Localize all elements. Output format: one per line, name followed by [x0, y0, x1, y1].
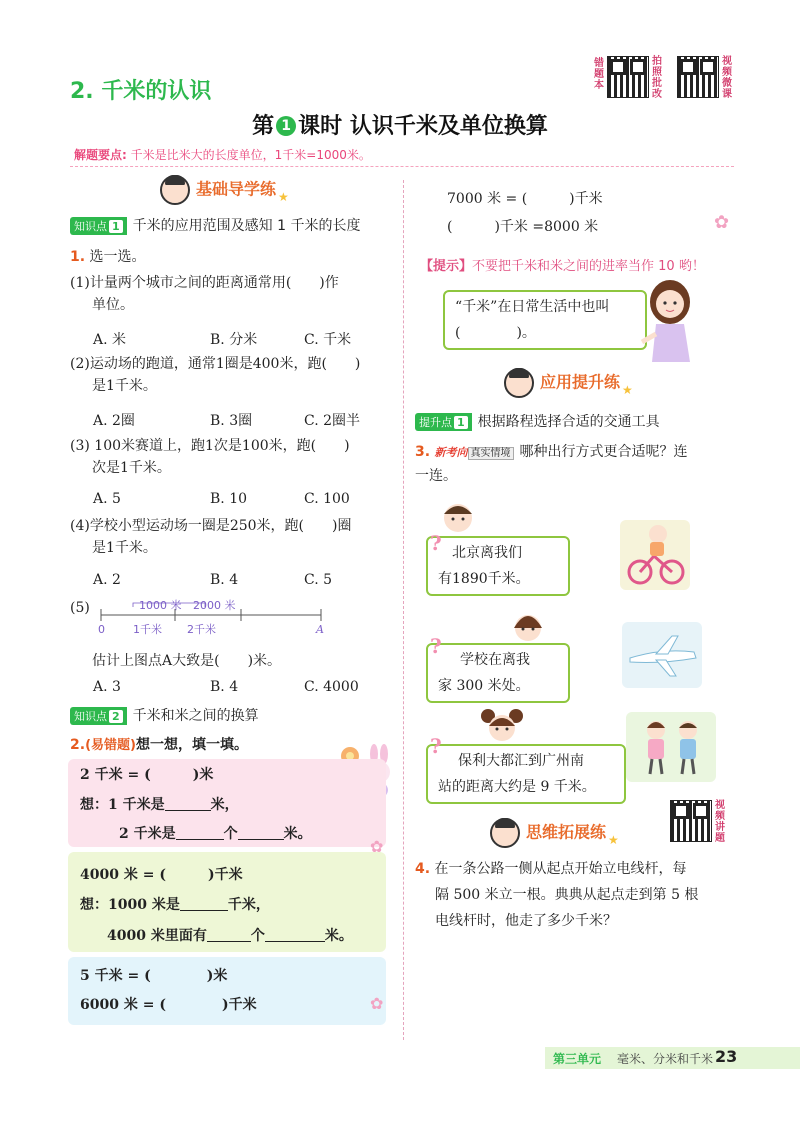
match-card-3[interactable]: 保利大都汇到广州南 站的距离大约是 9 千米。: [426, 744, 626, 804]
star-icon: ★: [608, 832, 619, 847]
flower-icon: ✿: [370, 837, 384, 856]
nl-top-a: 1000 米: [139, 599, 182, 612]
kp-tag: 知识点 2: [70, 707, 127, 725]
question-3: 3. 新考向 真实情境 哪种出行方式更合适呢？连 一连。: [415, 444, 688, 484]
q1-4-option-b[interactable]: B. 4: [210, 572, 239, 588]
speech-bubble: “千米”在日常生活中也叫 ( )。: [443, 290, 647, 350]
box3-line-1: 5 千米 = ( )米: [80, 968, 228, 984]
question-mark-icon: ?: [430, 531, 442, 555]
number-line: [95, 595, 335, 641]
q1-1-option-b[interactable]: B. 分米: [210, 332, 258, 348]
q2-continued-2: ( )千米 =8000 米: [447, 219, 599, 235]
qr-code-icon: [677, 56, 719, 98]
banner-apply-label: 应用提升练: [540, 372, 621, 392]
q3-tag-real: 真实情境: [468, 447, 514, 460]
banner-basic: [160, 175, 289, 205]
q2-continued-1: 7000 米 = ( )千米: [447, 191, 603, 207]
key-points-label: 解题要点:: [74, 148, 127, 162]
qr-right-label: 视频微课: [722, 56, 732, 100]
kid-head-icon: [160, 175, 190, 205]
q1-3-option-c[interactable]: C. 100: [304, 491, 350, 507]
lesson-suffix: 课时 认识千米及单位换算: [298, 114, 548, 139]
q1-1-option-c[interactable]: C. 千米: [304, 332, 352, 348]
question-4: 4. 在一条公路一侧从起点开始立电线杆，每 隔 500 米立一根。典典从起点走到第 5 根 电线杆时，他走了多少千米？: [415, 861, 699, 929]
answer-blank[interactable]: [176, 839, 224, 840]
box1-line-1: 2 千米 = ( )米: [80, 767, 214, 783]
q3-tag-new: 新考向: [434, 446, 468, 459]
q1-3-option-b[interactable]: B. 10: [210, 491, 248, 507]
knowledge-point-2: [70, 705, 259, 725]
girl-avatar-icon: [510, 606, 546, 646]
question-1: 1. 选一选。: [70, 249, 146, 265]
q1-1-option-a[interactable]: A. 米: [93, 332, 127, 348]
q1-2-option-a[interactable]: A. 2圈: [93, 413, 135, 429]
qr-code-icon: [670, 800, 712, 842]
box3-line-2: 6000 米 = ( )千米: [80, 997, 257, 1013]
lesson-title: [0, 109, 800, 140]
box2-line-1: 4000 米 = ( )千米: [80, 867, 243, 883]
star-icon: ★: [622, 382, 633, 397]
page-number: 23: [715, 1047, 738, 1066]
footer-subtitle: 毫米、分米和千米: [617, 1052, 714, 1066]
girl-buns-avatar-icon: [478, 706, 526, 744]
q2-tag: (易错题): [85, 738, 136, 753]
q1-4-option-a[interactable]: A. 2: [93, 572, 121, 588]
boy-avatar-icon: [440, 498, 476, 538]
qr-left-label-b: 拍照批改: [652, 56, 662, 100]
kid-head-icon: [490, 818, 520, 848]
question-mark-icon: ?: [430, 734, 442, 758]
answer-blank[interactable]: [165, 810, 211, 811]
kp2-text: 千米和米之间的换算: [132, 708, 259, 724]
match-card-1[interactable]: 北京离我们 有1890千米。: [426, 536, 570, 596]
box2-line-3: 4000 米里面有 个 米。: [107, 928, 353, 944]
q1-item-1: (1)计量两个城市之间的距离通常用( )作 单位。: [70, 275, 339, 313]
key-points-text: 千米是比米大的长度单位，1千米=1000米。: [130, 148, 371, 162]
answer-blank[interactable]: [265, 941, 325, 942]
answer-blank[interactable]: [207, 941, 251, 942]
cyclist-icon[interactable]: [620, 520, 690, 590]
kp-tag: 提升点 1: [415, 413, 472, 431]
q1-5-option-a[interactable]: A. 3: [93, 679, 121, 695]
improvement-point-1: [415, 411, 660, 431]
section-title: 2. 千米的认识: [70, 79, 212, 104]
q1-5-option-b[interactable]: B. 4: [210, 679, 239, 695]
question-2: 2.(易错题)想一想，填一填。: [70, 737, 248, 753]
q1-5-text: 估计上图点A大致是( )米。: [92, 653, 282, 669]
key-points: [74, 146, 371, 163]
box2-line-2: 想：1000 米是 千米，: [80, 897, 270, 913]
kp-tag: 知识点 1: [70, 217, 127, 235]
lesson-prefix: 第: [252, 114, 275, 139]
nl-tick-0: 0: [98, 623, 105, 636]
q1-2-option-b[interactable]: B. 3圈: [210, 413, 253, 429]
q1-item-5-label: (5): [70, 600, 90, 616]
hint: 【提示】不要把千米和米之间的进率当作 10 哟！: [420, 259, 705, 274]
star-icon: ★: [278, 189, 289, 204]
knowledge-point-1: [70, 215, 360, 235]
box1-line-3: 2 千米是 个 米。: [119, 826, 312, 842]
q1-2-option-c[interactable]: C. 2圈半: [304, 413, 361, 429]
banner-apply: [504, 368, 633, 398]
lesson-number: 1: [276, 116, 296, 136]
divider: [70, 166, 734, 167]
airplane-icon[interactable]: [622, 622, 702, 688]
column-divider: [403, 180, 404, 1040]
q1-4-option-c[interactable]: C. 5: [304, 572, 333, 588]
nl-tick-1: 1千米: [133, 623, 162, 636]
nl-tick-2: 2千米: [187, 623, 216, 636]
qr3-label: 视频讲题: [715, 800, 725, 844]
banner-extend-label: 思维拓展练: [526, 822, 607, 842]
banner-extend: [490, 818, 619, 848]
kp1-text: 千米的应用范围及感知 1 千米的长度: [132, 218, 361, 234]
q1-item-3: (3) 100米赛道上，跑1次是100米，跑( ) 次是1千米。: [70, 438, 350, 476]
answer-blank[interactable]: [238, 839, 284, 840]
teacher-girl-icon: [640, 276, 704, 362]
banner-basic-label: 基础导学练: [196, 179, 277, 199]
flower-icon: ✿: [714, 212, 730, 233]
box1-line-2: 想：1 千米是 米，: [80, 797, 239, 813]
qr-code-icon: [607, 56, 649, 98]
answer-blank[interactable]: [180, 910, 228, 911]
q1-3-option-a[interactable]: A. 5: [93, 491, 121, 507]
qr-left-label-a: 错题本: [594, 58, 604, 91]
nl-tick-a: A: [316, 623, 324, 636]
kp3-text: 根据路程选择合适的交通工具: [477, 414, 660, 430]
footer-unit: 第三单元: [553, 1052, 602, 1066]
walking-kids-icon[interactable]: [626, 712, 716, 782]
q1-5-option-c[interactable]: C. 4000: [304, 679, 359, 695]
kid-head-icon: [504, 368, 534, 398]
nl-top-b: 2000 米: [193, 599, 236, 612]
flower-icon: ✿: [370, 994, 384, 1013]
question-mark-icon: ?: [430, 634, 442, 658]
q1-item-2: (2)运动场的跑道，通常1圈是400米，跑( ) 是1千米。: [70, 356, 361, 394]
match-card-2[interactable]: 学校在离我 家 300 米处。: [426, 643, 570, 703]
q1-item-4: (4)学校小型运动场一圈是250米，跑( )圈 是1千米。: [70, 518, 352, 556]
